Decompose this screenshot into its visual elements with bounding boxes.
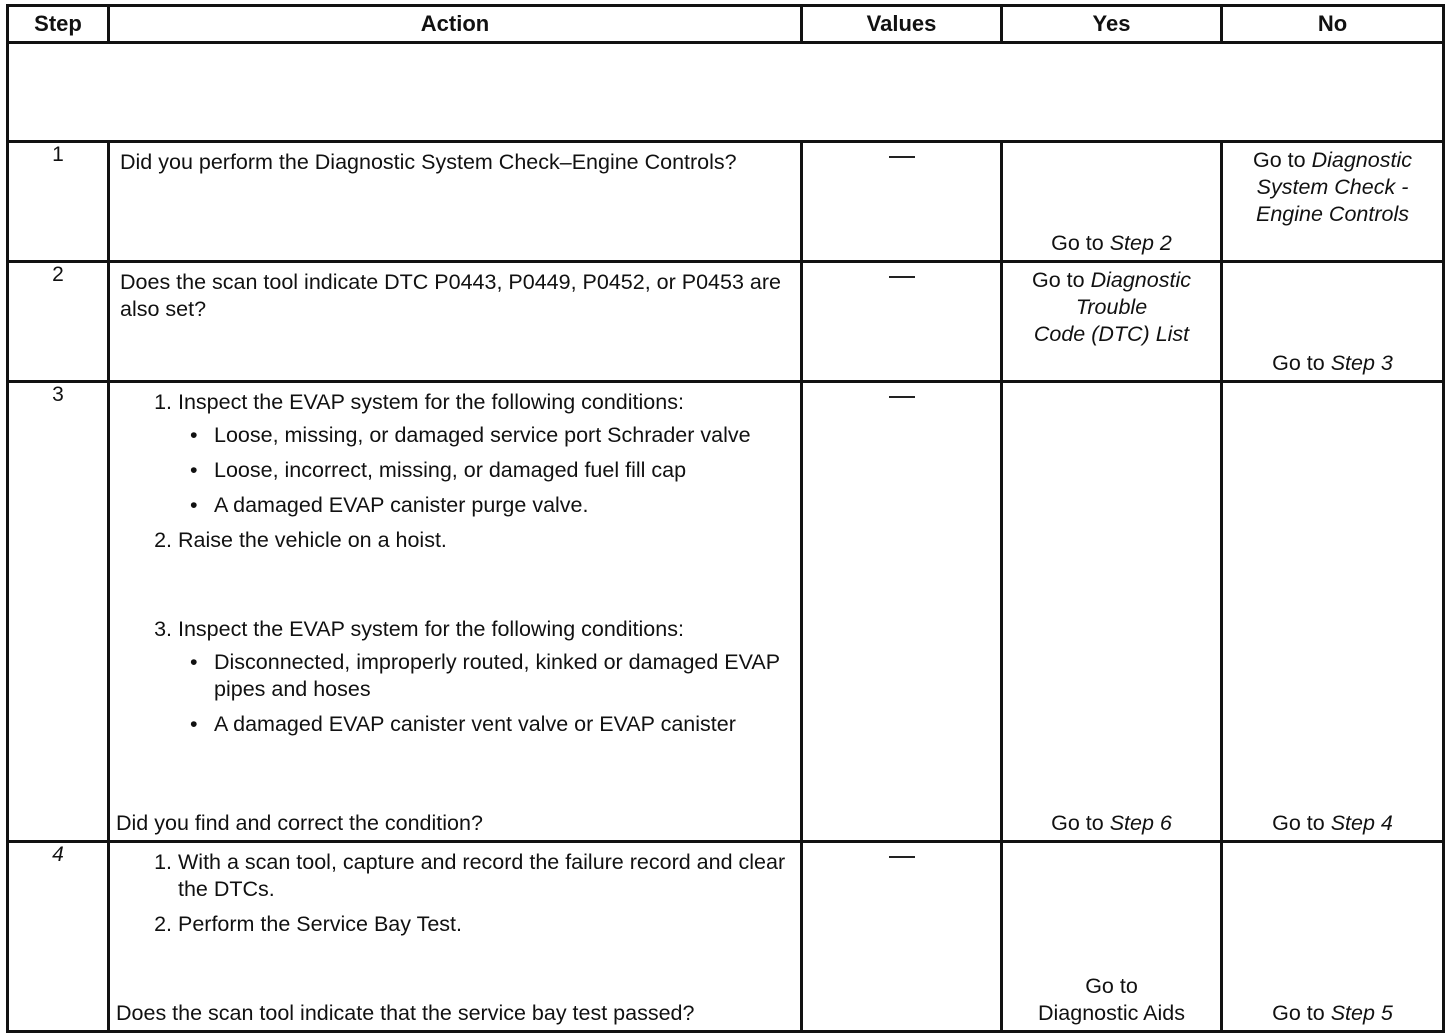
action-cell (109, 842, 802, 1032)
action-cell (109, 142, 802, 262)
no-link[interactable]: Go to Step 4 (1272, 811, 1393, 835)
yes-cell (1002, 842, 1222, 1032)
no-cell (1222, 842, 1444, 1032)
action-text: Does the scan tool indicate DTC P0443, P0449, P0452, or P0453 are also set? (120, 270, 781, 321)
header-action: Action (109, 6, 802, 43)
condition-list (120, 649, 790, 746)
action-steps (120, 389, 790, 416)
yes-link[interactable]: Go to Step 6 (1051, 811, 1172, 835)
action-steps (120, 527, 790, 554)
value-cell (802, 842, 1002, 1032)
header-values: Values (802, 6, 1002, 43)
action-steps (120, 616, 790, 643)
action-step: 3. Inspect the EVAP system for the following conditions: (154, 617, 684, 641)
step-number: 3 (8, 382, 109, 842)
table-row (8, 382, 1444, 842)
value-dash (889, 856, 915, 858)
no-cell (1222, 382, 1444, 842)
condition-item: • Disconnected, improperly routed, kinked or damaged EVAP pipes and hoses (120, 649, 790, 703)
table-row (8, 262, 1444, 382)
step-number: 4 (8, 842, 109, 1032)
no-link[interactable]: Go to Diagnostic System Check - Engine Controls (1253, 148, 1412, 226)
yes-cell (1002, 382, 1222, 842)
value-cell (802, 142, 1002, 262)
action-step: 1. Inspect the EVAP system for the following conditions: (154, 390, 684, 414)
action-step: 2. Raise the vehicle on a hoist. (154, 528, 447, 552)
condition-item: • Loose, incorrect, missing, or damaged fuel fill cap (120, 457, 790, 484)
blank-row (8, 43, 1444, 142)
value-dash (889, 396, 915, 398)
yes-link[interactable]: Go to Diagnostic Trouble Code (DTC) List (1032, 268, 1191, 346)
table-row (8, 842, 1444, 1032)
yes-cell (1002, 142, 1222, 262)
header-step: Step (8, 6, 109, 43)
step-number: 2 (8, 262, 109, 382)
header-no: No (1222, 6, 1444, 43)
table-row (8, 142, 1444, 262)
header-yes: Yes (1002, 6, 1222, 43)
action-cell (109, 262, 802, 382)
condition-item: • A damaged EVAP canister vent valve or EVAP canister (120, 711, 790, 738)
header-row (8, 6, 1444, 43)
condition-list (120, 422, 790, 527)
no-link[interactable]: Go to Step 3 (1272, 351, 1393, 375)
action-cell (109, 382, 802, 842)
yes-cell (1002, 262, 1222, 382)
action-question: Did you find and correct the condition? (116, 811, 483, 835)
yes-link[interactable]: Go to Step 2 (1051, 231, 1172, 255)
step-number: 1 (8, 142, 109, 262)
no-cell (1222, 262, 1444, 382)
no-cell (1222, 142, 1444, 262)
value-dash (889, 276, 915, 278)
blank-cell (8, 43, 1444, 142)
value-cell (802, 382, 1002, 842)
value-cell (802, 262, 1002, 382)
yes-link[interactable]: Go to Diagnostic Aids (1038, 974, 1185, 1025)
no-link[interactable]: Go to Step 5 (1272, 1001, 1393, 1025)
value-dash (889, 156, 915, 158)
action-step: 2. Perform the Service Bay Test. (154, 912, 462, 936)
condition-item: • Loose, missing, or damaged service port Schrader valve (120, 422, 790, 449)
action-step: 1. With a scan tool, capture and record the failure record and clear the DTCs. (154, 850, 786, 901)
action-steps (120, 849, 790, 938)
diagnostic-table (6, 4, 1445, 1033)
action-question: Does the scan tool indicate that the service bay test passed? (116, 1001, 695, 1025)
condition-item: • A damaged EVAP canister purge valve. (120, 492, 790, 519)
action-text: Did you perform the Diagnostic System Check–Engine Controls? (120, 150, 737, 174)
